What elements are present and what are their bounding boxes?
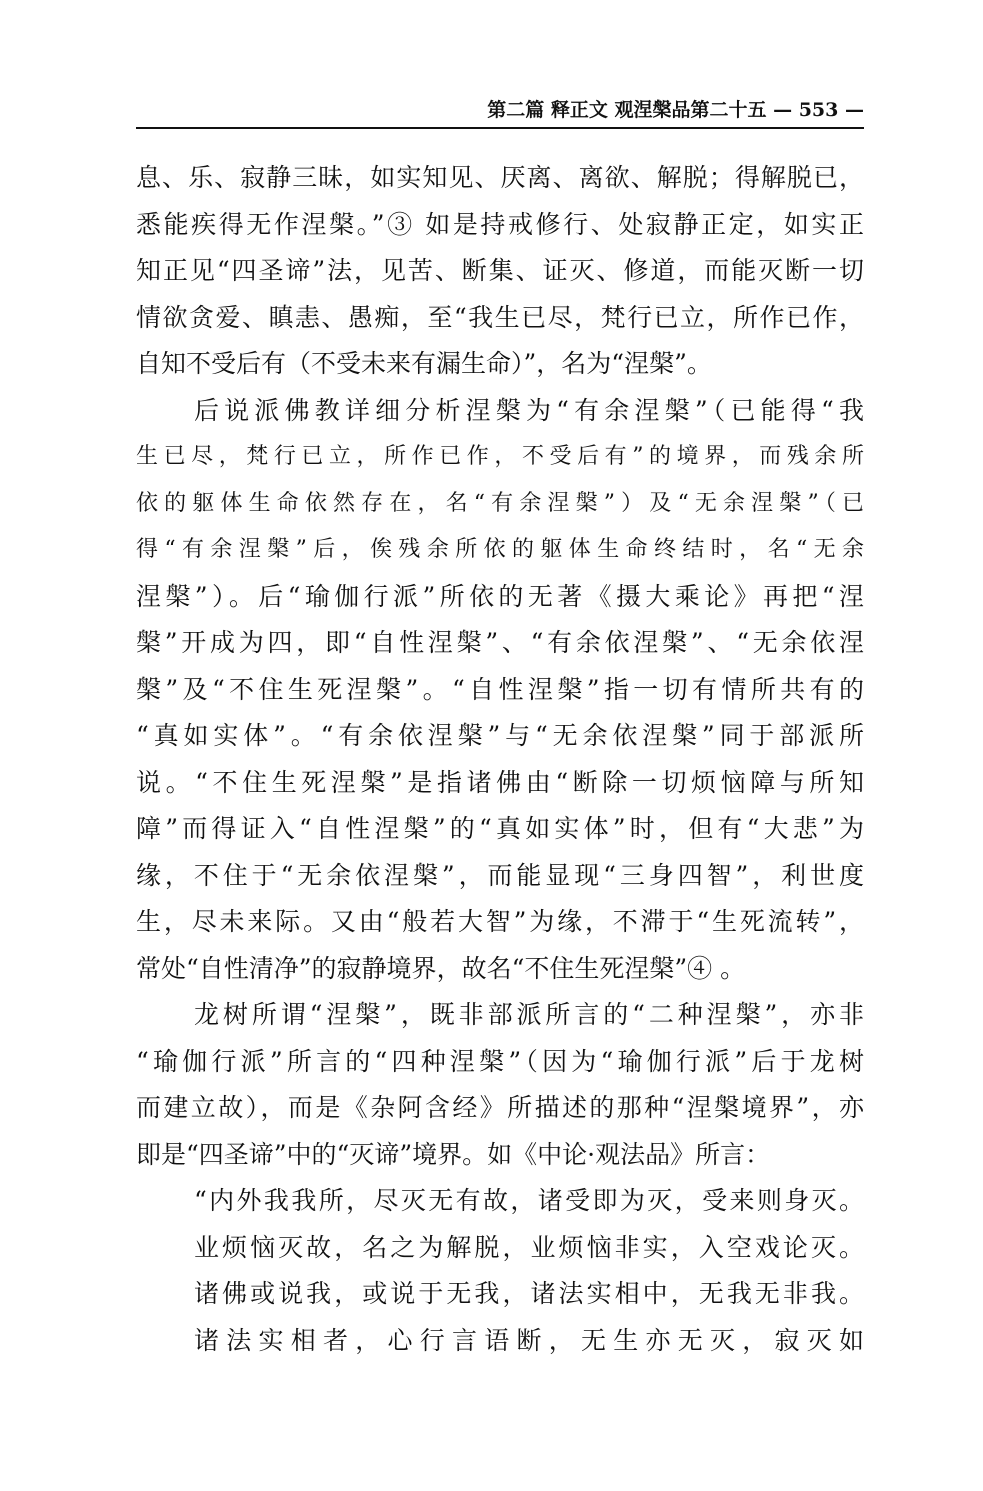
text-line: 说。“不住生死涅槃”是指诸佛由“断除一切烦恼障与所知 [136, 767, 864, 797]
text-line: 息、乐、寂静三昧，如实知见、厌离、离欲、解脱；得解脱已， [136, 163, 864, 192]
text-line: 常处“自性清净”的寂静境界，故名“不住生死涅槃”④ 。 [136, 953, 746, 983]
text-line: 悉能疾得无作涅槃。”③ 如是持戒修行、处寂静正定，如实正 [136, 209, 864, 239]
text-line: “真如实体”。“有余依涅槃”与“无余依涅槃”同于部派所 [136, 721, 864, 750]
text-line: 后说派佛教详细分析涅槃为“有余涅槃”（已能得“我 [194, 395, 864, 425]
body-text [136, 155, 864, 1364]
text-line: “瑜伽行派”所言的“四种涅槃”（因为“瑜伽行派”后于龙树 [136, 1046, 864, 1076]
text-line: 情欲贪爱、瞋恚、愚痴，至“我生已尽，梵行已立，所作已作， [136, 302, 864, 332]
text-line: 槃”开成为四，即“自性涅槃”、“有余依涅槃”、“无余依涅 [136, 628, 864, 657]
verse-line: 诸法实相者，心行言语断，无生亦无灭，寂灭如 [194, 1325, 864, 1355]
text-line: 生，尽未来际。又由“般若大智”为缘，不滞于“生死流转”， [136, 907, 864, 936]
text-line: 障”而得证入“自性涅槃”的“真如实体”时，但有“大悲”为 [136, 814, 864, 843]
text-line: 涅槃”）。后“瑜伽行派”所依的无著《摄大乘论》再把“涅 [136, 581, 864, 611]
text-line: 即是“四圣谛”中的“灭谛”境界。如《中论·观法品》所言： [136, 1139, 771, 1169]
text-line: 槃”及“不住生死涅槃”。“自性涅槃”指一切有情所共有的 [136, 674, 864, 704]
verse-line: 诸佛或说我，或说于无我，诸法实相中，无我无非我。 [194, 1279, 864, 1308]
text-line: 得“有余涅槃”后，俟残余所依的躯体生命终结时，名“无余 [136, 537, 864, 562]
text-line: 知正见“四圣谛”法，见苦、断集、证灭、修道，而能灭断一切 [136, 256, 864, 285]
text-line: 生已尽，梵行已立，所作已作，不受后有”的境界，而残余所 [136, 444, 864, 469]
text-line: 而建立故），而是《杂阿含经》所描述的那种“涅槃境界”，亦 [136, 1093, 864, 1122]
header-rule [136, 127, 864, 129]
verse-line: “内外我我所，尽灭无有故，诸受即为灭，受来则身灭。 [194, 1186, 864, 1215]
text-line: 依的躯体生命依然存在，名“有余涅槃”）及“无余涅槃”（已 [136, 490, 864, 516]
running-header: 第二篇 释正文 观涅槃品第二十五 — 553 — [487, 99, 864, 121]
text-line: 龙树所谓“涅槃”，既非部派所言的“二种涅槃”，亦非 [194, 1000, 864, 1029]
text-line: 缘，不住于“无余依涅槃”，而能显现“三身四智”，利世度 [136, 860, 864, 890]
verse-line: 业烦恼灭故，名之为解脱，业烦恼非实，入空戏论灭。 [194, 1232, 864, 1262]
text-line: 自知不受后有（不受未来有漏生命）”，名为“涅槃”。 [136, 349, 712, 378]
